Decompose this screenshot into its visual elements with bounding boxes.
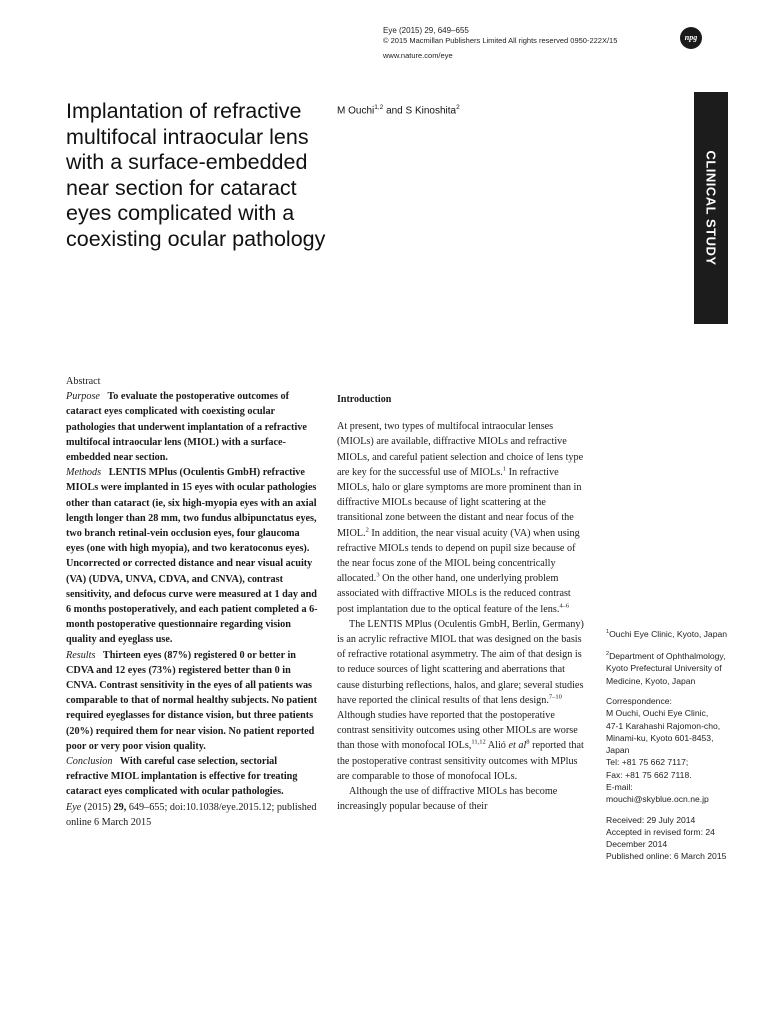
intro-text-italic: et al: [508, 740, 527, 752]
results-label: Results: [66, 649, 96, 661]
intro-paragraph-3: Although the use of diffractive MIOLs has become increasingly popular because of their: [337, 786, 558, 813]
author-line: [337, 104, 460, 116]
author-name: S Kinoshita: [405, 105, 457, 117]
affiliation-sup: 2: [606, 651, 610, 658]
methods-label: Methods: [66, 467, 102, 479]
clinical-study-label: CLINICAL STUDY: [703, 150, 719, 266]
results-text: Thirteen eyes (87%) registered 0 or better in CDVA and 12 eyes (73%) registered better than 0 in CNVA. Contrast sensitivity in the eyes of all patients was comparable to that of normal healthy subjects. No patient required eyeglasses for distance vision, but three patients (20%) required them for near vision. No patient reported poor or very poor vision quality.: [66, 649, 317, 752]
intro-text: In refractive MIOLs, halo or glare symptoms are more prominent than in diffractive MIOLs because of light scattering at the transitional zone between the distant and near focus of the MIOL.: [337, 466, 582, 539]
reference-sup[interactable]: 3: [376, 571, 380, 579]
correspondence-fax: Fax: +81 75 662 7118.: [606, 769, 692, 780]
article-dates: [606, 814, 734, 863]
conclusion-label: Conclusion: [66, 756, 113, 768]
intro-paragraph-1: [337, 419, 585, 617]
journal-citation: Eye (2015) 29, 649–655: [383, 26, 469, 35]
methods-text: LENTIS MPlus (Oculentis GmbH) refractive MIOLs were implanted in 15 eyes with ocular pathologies other than cataract (ie, six high-myopia eyes with an axial length longer than 28 mm, two fundus albipunctatus eyes, two branch retinal-vein occlusion eyes, four glaucoma eyes (one with high myopia), and two keratoconus eyes). Uncorrected or corrected distance and near visual acuity (VA) (UDVA, UNVA, CDVA, and CNVA), contrast sensitivity, and defocus curve were measured at 1 day and 6 months postoperatively, and each patient completed a 6-month postoperative questionnaire regarding vision quality and eyeglass use.: [66, 467, 318, 646]
reference-sup[interactable]: 2: [365, 526, 369, 534]
cite-rest: 649–655; doi:10.1038/eye.2015.12; published online 6 March 2015: [66, 801, 317, 828]
correspondence: [606, 695, 734, 806]
reference-sup[interactable]: 4–6: [559, 602, 570, 610]
journal-url[interactable]: www.nature.com/eye: [383, 51, 453, 60]
abstract-conclusion: [66, 754, 320, 800]
reference-sup[interactable]: 1: [502, 465, 507, 473]
affiliation-2: [606, 648, 734, 687]
intro-text: Alió: [485, 740, 509, 752]
author-affiliation-ref: 2: [456, 104, 460, 111]
copyright-line: © 2015 Macmillan Publishers Limited All rights reserved 0950-222X/15: [383, 36, 618, 45]
introduction-section: [337, 392, 585, 814]
affiliation-text: Ouchi Eye Clinic, Kyoto, Japan: [609, 628, 728, 639]
abstract-heading: Abstract: [66, 376, 101, 387]
accepted-date: Accepted in revised form: 24 December 2014: [606, 826, 715, 850]
intro-text: On the other hand, one underlying problem associated with diffractive MIOLs is the reduced contrast post implantation due to the optical feature of the lens.: [337, 573, 571, 615]
abstract-results: [66, 648, 320, 754]
correspondence-email[interactable]: E-mail: mouchi@skyblue.ocn.ne.jp: [606, 781, 709, 805]
abstract-section: [66, 374, 320, 830]
affiliation-text: Department of Ophthalmology, Kyoto Prefectural University of Medicine, Kyoto, Japan: [606, 651, 726, 686]
cite-year: (2015): [83, 801, 111, 813]
abstract-methods: [66, 465, 320, 647]
correspondence-address: 47-1 Karahashi Rajomon-cho, Minami-ku, Kyoto 601-8453, Japan: [606, 720, 721, 756]
purpose-text: To evaluate the postoperative outcomes of cataract eyes complicated with coexisting ocular pathologies that underwent implantation of a refractive multifocal intraocular lens (MIOL) with a surface-embedded near section.: [66, 391, 307, 464]
cite-journal: Eye: [66, 801, 82, 813]
abstract-purpose: [66, 389, 320, 465]
reference-sup[interactable]: 8: [526, 739, 530, 747]
article-citation: [66, 800, 320, 830]
received-date: Received: 29 July 2014: [606, 814, 696, 825]
intro-text: At present, two types of multifocal intraocular lenses (MIOLs) are available, diffractive MIOLs and refractive MIOLs, and careful patient selection and choice of lens type are key for the successful use of MIOLs.: [337, 421, 584, 478]
intro-text: The LENTIS MPlus (Oculentis GmbH, Berlin, Germany) is an acrylic refractive MIOL that was designed on the basis of refractive rotational asymmetry. The aim of that design is to reduce sources of light scattering and aberrations that cause disturbing reflections, halos, and glare; several studies have reported the clinical results of that lens design.: [337, 618, 584, 706]
reference-sup[interactable]: 11,12: [471, 739, 486, 747]
side-notes: [606, 626, 734, 871]
affiliation-sup: 1: [606, 629, 610, 635]
clinical-study-banner: [694, 92, 728, 324]
purpose-label: Purpose: [66, 391, 100, 403]
intro-text: Although studies have reported that the postoperative contrast sensitivity outcomes using other MIOLs are worse than those with monofocal IOLs,: [337, 710, 578, 752]
reference-sup[interactable]: 7–10: [548, 693, 562, 701]
author-affiliation-ref: 1,2: [374, 104, 384, 111]
article-title: Implantation of refractive multifocal intraocular lens with a surface-embedded near section for cataract eyes complicated with a coexisting ocular pathology: [66, 99, 326, 251]
cite-volume: 29,: [113, 801, 127, 813]
author-name: M Ouchi: [337, 105, 375, 117]
author-conjunction: and: [386, 105, 403, 117]
intro-text: reported that the postoperative contrast sensitivity outcomes with MPlus are comparable to those of monofocal IOLs.: [337, 740, 584, 782]
conclusion-text: With careful case selection, sectorial refractive MIOL implantation is effective for treating cataract eyes complicated with ocular pathologies.: [66, 756, 298, 798]
intro-paragraph-2: [337, 617, 585, 784]
correspondence-label: Correspondence:: [606, 695, 672, 706]
npg-logo: npg: [680, 27, 702, 49]
journal-header: [383, 26, 643, 61]
introduction-heading: Introduction: [337, 394, 392, 405]
published-date: Published online: 6 March 2015: [606, 851, 727, 862]
intro-text: In addition, the near visual acuity (VA) when using refractive MIOLs tends to depend on pupil size because of the near focus zone of the MIOL being concentrically allocated.: [337, 527, 580, 585]
correspondence-tel: Tel: +81 75 662 7117;: [606, 757, 689, 768]
affiliation-1: [606, 626, 734, 640]
correspondence-name: M Ouchi, Ouchi Eye Clinic,: [606, 708, 709, 719]
